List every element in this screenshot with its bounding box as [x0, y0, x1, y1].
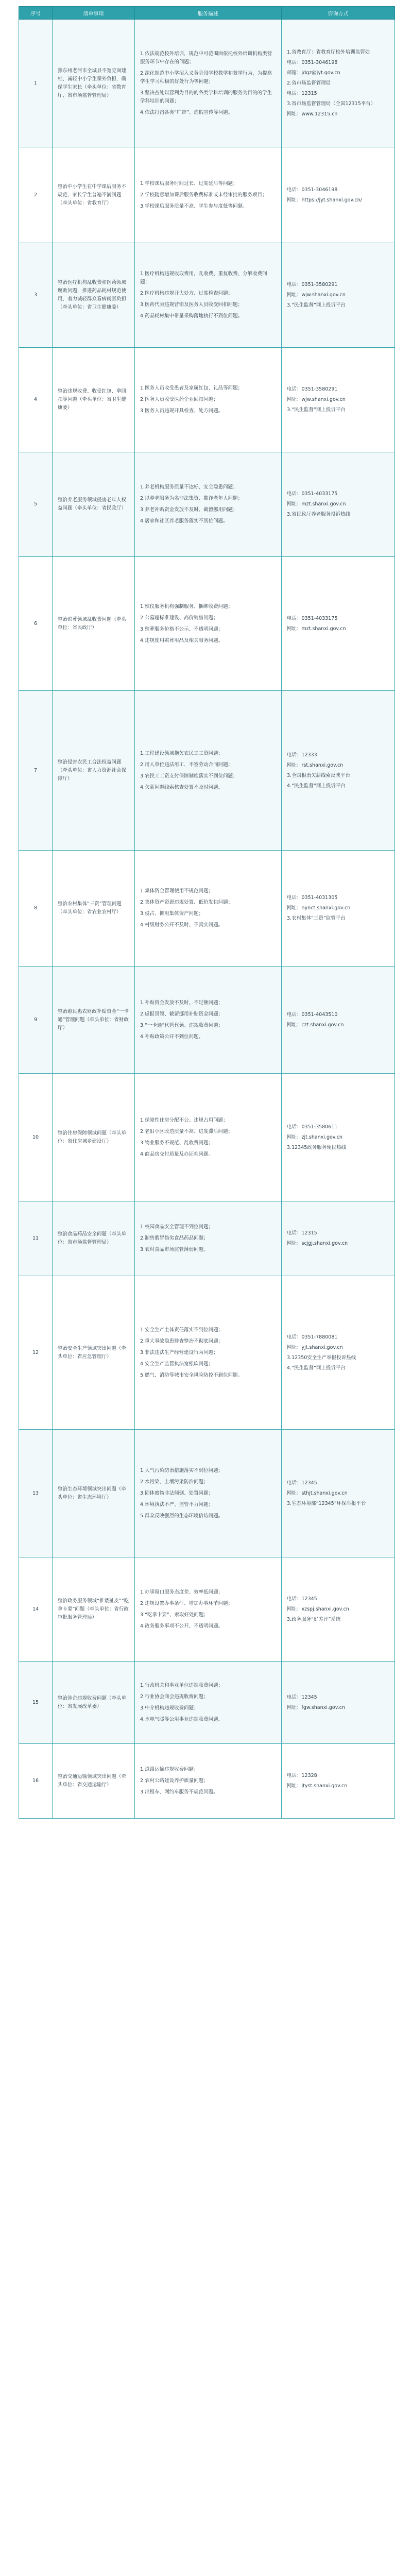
description-paragraph: 4.环境执法不严、监管不力问题； [140, 1501, 214, 1507]
contact-line[interactable]: 网址：fgw.shanxi.gov.cn [287, 1704, 345, 1710]
description-paragraph: 3.固体废物非法倾倒、处置问题； [140, 1490, 214, 1496]
contact-line: 3.12345政务服务便民热线 [287, 1144, 347, 1150]
description-paragraph: 2.制售假冒伪劣食品药品问题； [140, 1235, 209, 1241]
description-paragraph: 2.公墓超标准建设、高价销售问题； [140, 615, 218, 621]
table-row [19, 1201, 395, 1276]
table-row [19, 20, 395, 147]
row-number: 13 [19, 1430, 53, 1557]
description-paragraph: 1.集体资金管理使用不规范问题； [140, 888, 214, 894]
description-paragraph: 3.医药代表违规营销及医务人员收受回扣问题； [140, 302, 243, 308]
description-paragraph: 2.深化规范中小学招入义务阶段学校教学和教学行为，为提高学生学习积极的好处行为等问题； [140, 70, 272, 84]
description-paragraph: 1.工程建设领域拖欠农民工工资问题； [140, 750, 224, 756]
row-number: 8 [19, 851, 53, 967]
row-item-name: 豫东州老河市全城县不宽党面建档，减轻中小学生课外负担，确保学生家长（牵头单位：省教育厅、省市场监督管理局） [53, 20, 135, 147]
table-body [19, 20, 395, 1819]
contact-line: 1.省教育厅：省教育厅校外培训监管处 [287, 49, 370, 55]
row-item-name: 整治食品药品安全问题（牵头单位：省市场监督管理局） [53, 1201, 135, 1276]
description-paragraph: 3.出租车、网约车服务不规范问题。 [140, 1789, 218, 1795]
contact-line: 邮箱：jdgz@jyt.gov.cn [287, 70, 340, 76]
description-paragraph: 3.医务人员违规开具检查、处方问题。 [140, 408, 224, 414]
description-paragraph: 1.医疗机构违规收取费用，乱收费、重复收费、分解收费问题； [140, 271, 267, 285]
row-number: 12 [19, 1276, 53, 1430]
contact-line[interactable]: 网址：mzt.shanxi.gov.cn [287, 625, 346, 632]
description-paragraph: 1.学校课后服务时间过长、过度延后等问题； [140, 180, 238, 187]
description-paragraph: 3.殡葬服务价格不公示、不透明问题； [140, 626, 224, 632]
contact-line: 电话：12345 [287, 1480, 317, 1486]
description-paragraph: 2.虚报冒领、截留挪用补贴资金问题； [140, 1011, 224, 1017]
description-paragraph: 4.药品耗材集中带量采购落地执行不到位问题。 [140, 313, 243, 319]
contact-line: 电话：0351-3580291 [287, 282, 338, 287]
row-number: 6 [19, 557, 53, 691]
table-row [19, 1430, 395, 1557]
row-contact [282, 557, 395, 691]
row-description [135, 851, 282, 967]
row-item-name: 整治交通运输领域突出问题（牵头单位：省交通运输厅） [53, 1744, 135, 1819]
contact-line[interactable]: 网址：www.12315.cn [287, 111, 338, 117]
contact-line: 电话：0351-4033175 [287, 615, 338, 621]
description-paragraph: 3.“吃拿卡要”、索取好处问题； [140, 1612, 209, 1618]
header-contact: 咨询方式 [282, 7, 395, 20]
contact-line[interactable]: 网址：rst.shanxi.gov.cn [287, 762, 344, 768]
contact-line[interactable]: 3.全国根治欠薪线索反映平台 [287, 772, 351, 778]
table-row [19, 1744, 395, 1819]
description-paragraph: 1.办事窗口服务态度差、效率低问题； [140, 1589, 224, 1595]
row-number: 1 [19, 20, 53, 147]
row-item-name: 整治农村集体“三资”管理问题（牵头单位：省农业农村厅） [53, 851, 135, 967]
table-row [19, 1557, 395, 1662]
row-number: 7 [19, 691, 53, 851]
description-paragraph: 4.欠薪问题线索核查处置不及时问题。 [140, 784, 224, 790]
row-number: 5 [19, 452, 53, 557]
contact-line: 3.政务服务“好差评”系统 [287, 1616, 341, 1622]
description-paragraph: 5.燃气、消防等城市安全风险防控不到位问题。 [140, 1372, 243, 1378]
contact-line: 2.省市场监督管理局 [287, 80, 331, 86]
row-item-name: 整治中小学生在中学课后服务不规范，家长学生普遍不满问题（牵头单位：省教育厅） [53, 147, 135, 243]
row-contact [282, 1201, 395, 1276]
row-description [135, 452, 282, 557]
contact-line: 电话：12345 [287, 1596, 317, 1602]
row-item-name: 整治养老服务领域侵害老年人权益问题（牵头单位：省民政厅） [53, 452, 135, 557]
description-paragraph: 3.学校课后服务质量不高、学生参与度低等问题。 [140, 203, 248, 209]
contact-line[interactable]: 网址：nynct.shanxi.gov.cn [287, 905, 351, 911]
row-contact [282, 691, 395, 851]
row-item-name: 整治殡葬领域乱收费问题（牵头单位：省民政厅） [53, 557, 135, 691]
description-paragraph: 2.集体资产资源违规处置、低价发包问题； [140, 900, 233, 905]
table-row [19, 1276, 395, 1430]
header-no: 序号 [19, 7, 53, 20]
contact-line: 电话：12328 [287, 1773, 317, 1778]
row-contact [282, 348, 395, 452]
contact-line[interactable]: 网址：wjw.shanxi.gov.cn [287, 292, 346, 298]
row-description [135, 1276, 282, 1430]
description-paragraph: 1.补贴资金发放不及时、不足额问题； [140, 999, 224, 1006]
row-number: 3 [19, 243, 53, 348]
contact-line[interactable]: 3.农村集体“三资”监管平台 [287, 916, 346, 921]
description-paragraph: 1.行政机关和事业单位违规收费问题； [140, 1682, 224, 1688]
row-description [135, 348, 282, 452]
row-contact [282, 1744, 395, 1819]
contact-line: 电话：0351-4033175 [287, 491, 338, 497]
row-description [135, 1074, 282, 1201]
row-item-name: 整治生态环境领域突出问题（牵头单位：省生态环境厅） [53, 1430, 135, 1557]
contact-line: 3.12350安全生产举报投诉热线 [287, 1354, 356, 1361]
description-paragraph: 4.违规使用殡葬用品及相关服务问题。 [140, 637, 224, 643]
description-paragraph: 3.物业服务不规范、乱收费问题； [140, 1140, 214, 1146]
description-paragraph: 2.以养老服务为名非法集资、欺诈老年人问题； [140, 496, 243, 501]
contact-line: 电话：0351-3046198 [287, 59, 338, 65]
table-row [19, 452, 395, 557]
contact-line[interactable]: 4.“民生监督”网上投诉平台 [287, 783, 346, 789]
contact-line: 电话：0351-4043510 [287, 1011, 338, 1018]
contact-line[interactable]: 网址：sthjt.shanxi.gov.cn [287, 1490, 348, 1496]
contact-line[interactable]: 网址：mzt.shanxi.gov.cn [287, 501, 346, 507]
row-item-name: 整治安全生产领域突出问题（牵头单位：省应急管理厅） [53, 1276, 135, 1430]
row-item-name: 整治违规收费、收受红包、拿回扣等问题（牵头单位：省卫生健康委） [53, 348, 135, 452]
row-number: 11 [19, 1201, 53, 1276]
row-item-name: 整治医疗机构乱收费和医药领域腐败问题，推进药品耗材规范使用，着力减轻群众看病就医负担（牵头单位：省卫生健康委） [53, 243, 135, 348]
row-description [135, 1744, 282, 1819]
contact-line: 电话：12345 [287, 1694, 317, 1700]
contact-line[interactable]: 网址：zjt.shanxi.gov.cn [287, 1134, 342, 1140]
row-contact [282, 147, 395, 243]
contact-line[interactable]: 网址：jtyst.shanxi.gov.cn [287, 1783, 348, 1789]
table-row [19, 1662, 395, 1744]
description-paragraph: 3.“一卡通”代管代领、违规收费问题； [140, 1022, 224, 1028]
table-row [19, 851, 395, 967]
row-description [135, 243, 282, 348]
description-paragraph: 3.非法违法生产经营建设行为问题； [140, 1349, 218, 1355]
row-contact [282, 1074, 395, 1201]
header-desc: 服务描述 [135, 7, 282, 20]
row-contact [282, 1276, 395, 1430]
row-description [135, 20, 282, 147]
description-paragraph: 3.农民工工资支付保障制度落实不到位问题； [140, 773, 238, 779]
description-paragraph: 3.侵占、挪用集体资产问题； [140, 911, 204, 917]
row-contact [282, 1662, 395, 1744]
description-paragraph: 2.违规设置办事条件、增加办事环节问题； [140, 1600, 233, 1606]
table-row [19, 691, 395, 851]
contact-line[interactable]: 3.“民生监督”网上投诉平台 [287, 302, 346, 308]
description-paragraph: 2.用人单位违法用工、不签劳动合同问题； [140, 761, 233, 768]
contact-line: 3.省民政厅养老服务投诉热线 [287, 512, 351, 517]
contact-line[interactable]: 3.生态环境部“12345”环保举报平台 [287, 1500, 366, 1506]
row-contact [282, 1430, 395, 1557]
row-item-name: 整治住房保障领域问题（牵头单位：省住房城乡建设厅） [53, 1074, 135, 1201]
table-row [19, 967, 395, 1074]
description-paragraph: 1.校园食品安全管理不到位问题； [140, 1224, 214, 1230]
description-paragraph: 3.中介机构违规收费问题； [140, 1705, 199, 1711]
row-description [135, 1662, 282, 1744]
description-paragraph: 4.居家和社区养老服务落实不到位问题。 [140, 518, 228, 524]
table-row [19, 557, 395, 691]
contact-line: 电话：12315 [287, 90, 317, 96]
description-paragraph: 4.村级财务公开不及时、不真实问题。 [140, 922, 224, 928]
description-paragraph: 1.保障性住房分配不公、违规占用问题； [140, 1117, 228, 1123]
description-paragraph: 2.医疗机构违规开大处方、过度检查问题； [140, 291, 233, 296]
row-contact [282, 1557, 395, 1662]
description-paragraph: 4.水电气暖等公用事业违规收费问题。 [140, 1716, 224, 1722]
description-paragraph: 5.群众反映强烈的生态环境信访问题。 [140, 1513, 224, 1519]
row-description [135, 1430, 282, 1557]
row-number: 9 [19, 967, 53, 1074]
row-item-name: 整治侵害农民工合法权益问题（牵头单位：省人力资源社会保障厅） [53, 691, 135, 851]
row-description [135, 691, 282, 851]
description-paragraph: 2.重大事故隐患排查整治不彻底问题； [140, 1338, 224, 1344]
description-paragraph: 2.医务人员收受医药企业回扣问题； [140, 397, 218, 402]
description-paragraph: 3.农村食品市场监管薄弱问题。 [140, 1247, 209, 1252]
issues-table [19, 6, 395, 1819]
table-header-row [19, 7, 395, 20]
contact-line[interactable]: 网址：scjgj.shanxi.gov.cn [287, 1241, 348, 1246]
description-paragraph: 1.安全生产主体责任落实不到位问题； [140, 1327, 224, 1333]
header-name: 清单事项 [53, 7, 135, 20]
contact-line[interactable]: 网址：wjw.shanxi.gov.cn [287, 397, 346, 402]
description-paragraph: 4.政务服务事项不公开、不透明问题。 [140, 1623, 224, 1629]
contact-line: 电话：12333 [287, 752, 317, 758]
contact-line: 电话：0351-7880081 [287, 1334, 338, 1340]
contact-line[interactable]: 网址：https://jyt.shanxi.gov.cn/ [287, 197, 362, 203]
description-paragraph: 4.安全生产监管执法宽松软问题； [140, 1361, 214, 1367]
description-paragraph: 1.养老机构服务质量不达标、安全隐患问题； [140, 484, 238, 490]
row-number: 14 [19, 1557, 53, 1662]
row-item-name: 整治政务服务领域“推诿扯皮”“吃拿卡要”问题（牵头单位：省行政审批服务管理局） [53, 1557, 135, 1662]
row-description [135, 1557, 282, 1662]
row-description [135, 147, 282, 243]
contact-line: 电话：0351-3580291 [287, 386, 338, 392]
contact-line: 电话：0351-4031305 [287, 895, 338, 901]
contact-line[interactable]: 4.“民生监督”网上投诉平台 [287, 1365, 346, 1371]
contact-line[interactable]: 网址：czt.shanxi.gov.cn [287, 1022, 344, 1028]
row-number: 15 [19, 1662, 53, 1744]
description-paragraph: 2.行业协会商会违规收费问题； [140, 1693, 209, 1700]
description-paragraph: 2.学校随意增加课后服务收费标准或未经审批的服务项目； [140, 192, 267, 198]
row-contact [282, 243, 395, 348]
description-paragraph: 4.商品房交付质量及办证难问题。 [140, 1151, 214, 1157]
description-paragraph: 1.依法规范校外培训，规范中可范围面依托校外培训机构类营服务环节中存在的问题； [140, 50, 272, 65]
table-row [19, 147, 395, 243]
contact-line[interactable]: 3.“民生监督”网上投诉平台 [287, 407, 346, 413]
row-description [135, 557, 282, 691]
table-row [19, 1074, 395, 1201]
row-number: 4 [19, 348, 53, 452]
description-paragraph: 4.补贴政策公开不到位问题。 [140, 1033, 204, 1040]
row-contact [282, 20, 395, 147]
description-paragraph: 1.道路运输违规收费问题； [140, 1767, 199, 1772]
row-contact [282, 452, 395, 557]
row-number: 10 [19, 1074, 53, 1201]
row-number: 16 [19, 1744, 53, 1819]
row-number: 2 [19, 147, 53, 243]
contact-line: 电话：0351-3046198 [287, 187, 338, 193]
row-contact [282, 967, 395, 1074]
description-paragraph: 2.老旧小区改造质量不高、进度滞后问题； [140, 1128, 233, 1134]
description-paragraph: 3.养老补贴资金发放不及时、截留挪用问题； [140, 507, 238, 513]
description-paragraph: 2.水污染、土壤污染防治问题； [140, 1479, 209, 1485]
description-paragraph: 2.农村公路建设养护质量问题； [140, 1778, 209, 1784]
contact-line[interactable]: 3.省市场监督管理局（全国12315平台） [287, 100, 376, 107]
row-contact [282, 851, 395, 967]
contact-line: 电话：12315 [287, 1230, 317, 1236]
description-paragraph: 3.坚决查处以营利为目的的各类学科培训的服务为目的的学生学科培训的问题； [140, 90, 272, 104]
row-item-name: 整治涉企违规收费问题（牵头单位：省发展改革委） [53, 1662, 135, 1744]
description-paragraph: 4.依法打击各类“广告”、虚假宣传等问题。 [140, 109, 233, 115]
contact-line[interactable]: 网址：xzspj.shanxi.gov.cn [287, 1606, 349, 1612]
table-row [19, 243, 395, 348]
contact-line: 电话：0351-3580611 [287, 1124, 338, 1130]
table-row [19, 348, 395, 452]
row-item-name: 整治惠民惠农财政补贴资金“一卡通”管理问题（牵头单位：省财政厅） [53, 967, 135, 1074]
description-paragraph: 1.大气污染防治措施落实不到位问题； [140, 1467, 224, 1473]
description-paragraph: 1.殡仪服务机构强制服务、捆绑收费问题； [140, 603, 233, 609]
description-paragraph: 1.医务人员收受患者及家属红包、礼品等问题； [140, 385, 243, 391]
row-description [135, 1201, 282, 1276]
contact-line[interactable]: 网址：yjt.shanxi.gov.cn [287, 1344, 343, 1350]
row-description [135, 967, 282, 1074]
